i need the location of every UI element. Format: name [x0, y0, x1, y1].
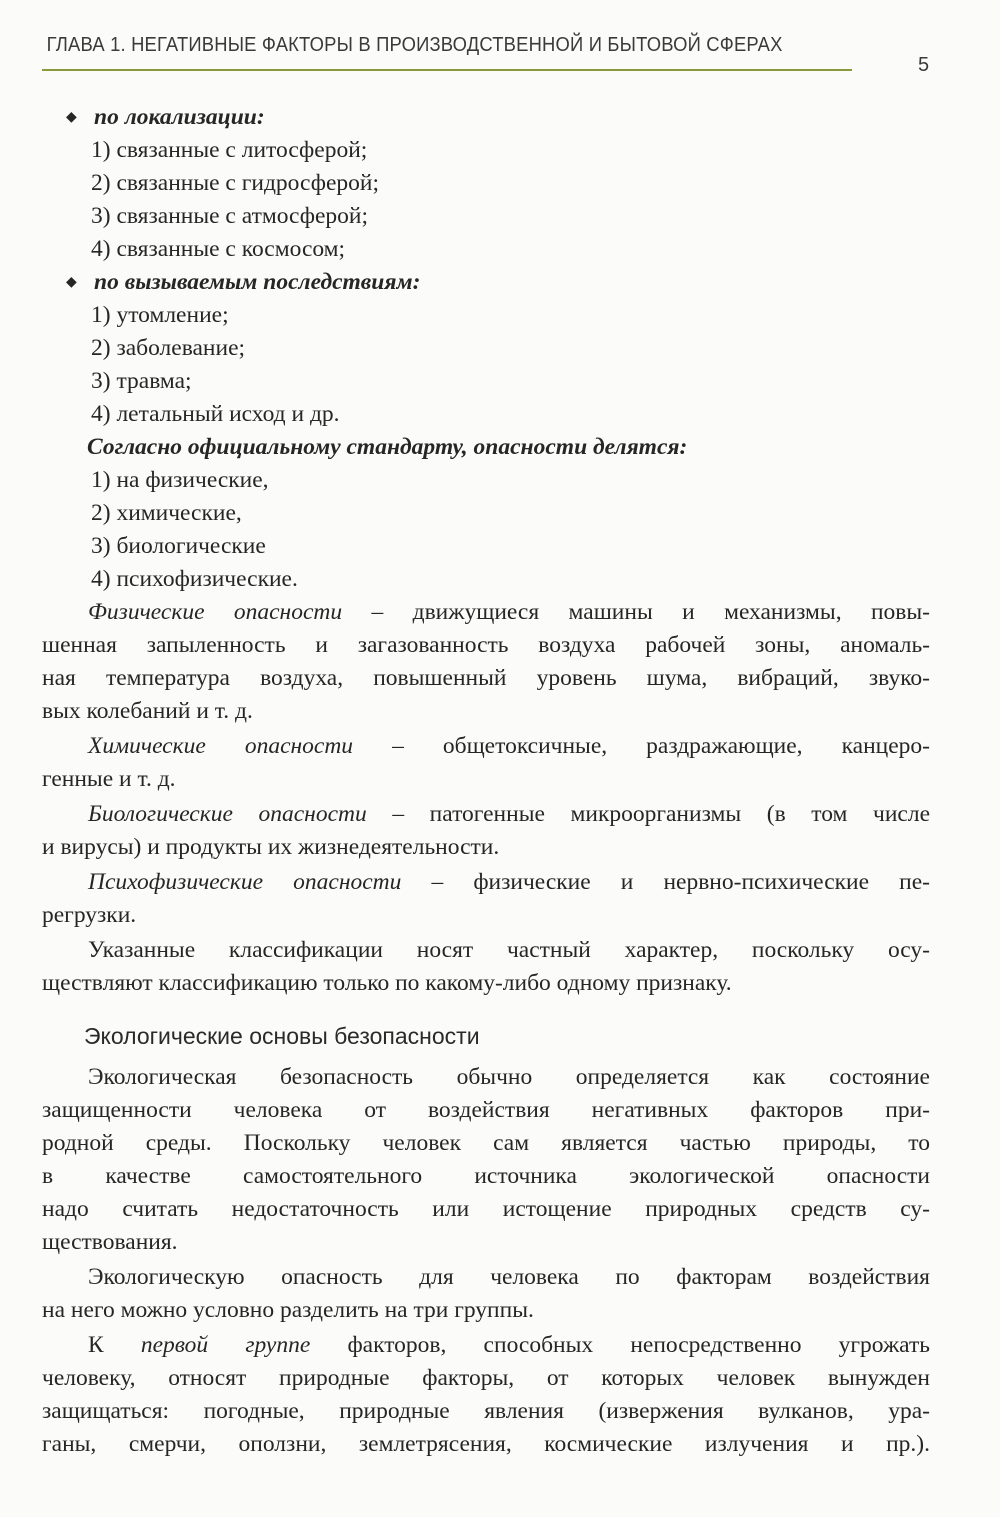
physical-hazards-paragraph: Физические опасности – движущиеся машины и механизмы, повы- шенная запыленность и загазованность воздуха рабочей зоны, аномаль- ная температура воздуха, повышенный уровень шума, вибраций, звуко- вых колебаний и т. д. — [42, 599, 930, 724]
list-item: 1) связанные с литосферой; — [91, 137, 368, 163]
list-item: 4) психофизические. — [91, 566, 298, 592]
bullet-diamond-icon: ◆ — [66, 275, 77, 290]
term-biological: Биологические опасности — [88, 801, 367, 827]
section-title: Экологические основы безопасности — [84, 1023, 480, 1049]
list-item: 3) биологические — [91, 533, 266, 559]
psychophysical-hazards-paragraph: Психофизические опасности – физические и нервно-психические пе- регрузки. — [42, 869, 930, 928]
list-item: 2) связанные с гидросферой; — [91, 170, 379, 196]
list-item: 4) связанные с космосом; — [91, 236, 346, 262]
ecology-paragraph-3: К первой группе факторов, способных непосредственно угрожать человеку, относят природные факторы, от которых человек вынужден защищаться: погодные, природные явления (извержения вулканов, ура- ганы, смерчи, оползни, землетрясения, космические излучения и пр.). — [42, 1332, 930, 1457]
standard-heading: Согласно официальному стандарту, опасности делятся: — [87, 434, 688, 460]
term-psychophysical: Психофизические опасности — [88, 869, 402, 895]
list-item: 3) связанные с атмосферой; — [91, 203, 369, 229]
term-chemical: Химические опасности — [88, 733, 354, 759]
ecology-paragraph-2: Экологическую опасность для человека по факторам воздействия на него можно условно разделить на три группы. — [42, 1264, 930, 1323]
term-first-group: первой группе — [140, 1332, 311, 1358]
summary-paragraph: Указанные классификации носят частный характер, поскольку осу- ществляют классификацию только по какому-либо одному признаку. — [42, 937, 930, 996]
consequences-heading: ◆ по вызываемым последствиям: — [42, 266, 930, 299]
page-body — [42, 101, 930, 1461]
bullet-diamond-icon: ◆ — [66, 110, 77, 125]
chemical-hazards-paragraph: Химические опасности – общетоксичные, раздражающие, канцеро- генные и т. д. — [42, 733, 930, 792]
list-item: 2) химические, — [91, 500, 242, 526]
header-rule — [42, 69, 852, 71]
list-item: 3) травма; — [91, 368, 192, 394]
list-item: 2) заболевание; — [91, 335, 246, 361]
localization-heading: ◆ по локализации: — [42, 101, 930, 134]
page-number: 5 — [918, 54, 930, 76]
biological-hazards-paragraph: Биологические опасности – патогенные микроорганизмы (в том числе и вирусы) и продукты их жизнедеятельности. — [42, 801, 930, 860]
list-item: 1) утомление; — [91, 302, 229, 328]
list-item: 4) летальный исход и др. — [91, 401, 340, 427]
list-item: 1) на физические, — [91, 467, 269, 493]
ecology-paragraph-1: Экологическая безопасность обычно определяется как состояние защищенности человека от воздействия негативных факторов при- родной среды. Поскольку человек сам является частью природы, то в качестве самостоятельного источника экологической опасности надо считать недостаточность или истощение природных средств су- ществования. — [42, 1064, 930, 1255]
term-physical: Физические опасности — [88, 599, 343, 625]
running-title: ГЛАВА 1. НЕГАТИВНЫЕ ФАКТОРЫ В ПРОИЗВОДСТВЕННОЙ И БЫТОВОЙ СФЕРАХ — [46, 34, 783, 56]
